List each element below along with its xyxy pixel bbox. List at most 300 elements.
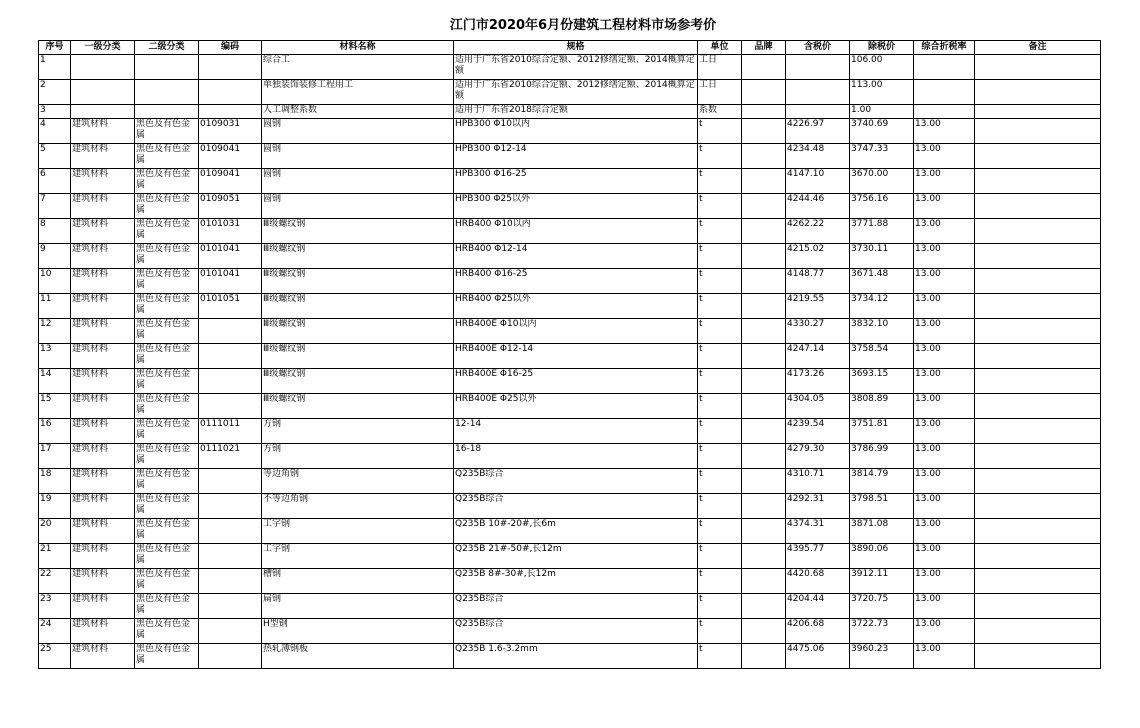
cell-price-tax (786, 105, 850, 119)
cell-spec: Q235B 10#-20#,长6m (454, 519, 698, 544)
cell-unit: t (698, 569, 742, 594)
cell-remark (975, 244, 1101, 269)
cell-seq: 20 (39, 519, 71, 544)
cell-name: Ⅲ级螺纹钢 (262, 319, 454, 344)
cell-price-tax: 4262.22 (786, 219, 850, 244)
cell-remark (975, 194, 1101, 219)
cell-seq: 18 (39, 469, 71, 494)
cell-brand (742, 105, 786, 119)
cell-cat1: 建筑材料 (71, 494, 135, 519)
cell-cat1: 建筑材料 (71, 594, 135, 619)
cell-code (199, 394, 262, 419)
table-row (39, 80, 1101, 105)
cell-brand (742, 344, 786, 369)
cell-code: 0101031 (199, 219, 262, 244)
cell-cat2: 黑色及有色金属 (135, 494, 199, 519)
cell-brand (742, 294, 786, 319)
cell-cat2: 黑色及有色金属 (135, 594, 199, 619)
cell-price-tax: 4279.30 (786, 444, 850, 469)
cell-rate: 13.00 (914, 344, 975, 369)
cell-price-notax: 3814.79 (850, 469, 914, 494)
cell-cat2: 黑色及有色金属 (135, 569, 199, 594)
cell-brand (742, 269, 786, 294)
header-seq: 序号 (39, 41, 71, 55)
cell-cat2 (135, 105, 199, 119)
cell-brand (742, 494, 786, 519)
cell-spec: HRB400 Φ16-25 (454, 269, 698, 294)
cell-price-tax: 4420.68 (786, 569, 850, 594)
table-row (39, 169, 1101, 194)
cell-code (199, 644, 262, 669)
cell-price-notax: 3758.54 (850, 344, 914, 369)
table-row (39, 319, 1101, 344)
cell-code (199, 544, 262, 569)
cell-code (199, 369, 262, 394)
cell-spec: 12-14 (454, 419, 698, 444)
cell-name: Ⅲ级螺纹钢 (262, 244, 454, 269)
cell-spec: Q235B综合 (454, 469, 698, 494)
cell-seq: 9 (39, 244, 71, 269)
cell-unit: t (698, 119, 742, 144)
cell-rate: 13.00 (914, 444, 975, 469)
cell-seq: 23 (39, 594, 71, 619)
cell-brand (742, 644, 786, 669)
cell-cat2: 黑色及有色金属 (135, 394, 199, 419)
cell-price-tax: 4475.06 (786, 644, 850, 669)
cell-seq: 5 (39, 144, 71, 169)
cell-name: 人工调整系数 (262, 105, 454, 119)
cell-unit: 系数 (698, 105, 742, 119)
cell-code (199, 594, 262, 619)
cell-spec: HRB400E Φ25以外 (454, 394, 698, 419)
cell-rate: 13.00 (914, 394, 975, 419)
cell-price-tax: 4292.31 (786, 494, 850, 519)
cell-spec: HPB300 Φ10以内 (454, 119, 698, 144)
cell-rate: 13.00 (914, 169, 975, 194)
cell-unit: t (698, 369, 742, 394)
cell-remark (975, 269, 1101, 294)
cell-name: Ⅲ级螺纹钢 (262, 344, 454, 369)
cell-cat2 (135, 55, 199, 80)
cell-price-tax: 4204.44 (786, 594, 850, 619)
cell-code (199, 319, 262, 344)
cell-unit: t (698, 344, 742, 369)
cell-spec: Q235B综合 (454, 494, 698, 519)
cell-price-notax: 3960.23 (850, 644, 914, 669)
cell-rate: 13.00 (914, 319, 975, 344)
cell-name: 圆钢 (262, 194, 454, 219)
cell-price-tax (786, 80, 850, 105)
cell-seq: 11 (39, 294, 71, 319)
header-cat2: 二级分类 (135, 41, 199, 55)
cell-brand (742, 219, 786, 244)
table-row (39, 144, 1101, 169)
cell-seq: 25 (39, 644, 71, 669)
cell-price-notax: 3747.33 (850, 144, 914, 169)
cell-cat1: 建筑材料 (71, 269, 135, 294)
cell-name: 圆钢 (262, 144, 454, 169)
cell-brand (742, 619, 786, 644)
cell-brand (742, 80, 786, 105)
cell-price-notax: 3670.00 (850, 169, 914, 194)
cell-brand (742, 394, 786, 419)
table-row (39, 444, 1101, 469)
cell-price-notax: 3912.11 (850, 569, 914, 594)
cell-seq: 14 (39, 369, 71, 394)
cell-rate: 13.00 (914, 644, 975, 669)
cell-code (199, 469, 262, 494)
cell-seq: 13 (39, 344, 71, 369)
cell-seq: 6 (39, 169, 71, 194)
cell-cat2: 黑色及有色金属 (135, 619, 199, 644)
cell-cat2: 黑色及有色金属 (135, 344, 199, 369)
cell-seq: 22 (39, 569, 71, 594)
cell-remark (975, 444, 1101, 469)
cell-rate: 13.00 (914, 294, 975, 319)
cell-cat1: 建筑材料 (71, 569, 135, 594)
table-row (39, 469, 1101, 494)
cell-cat1: 建筑材料 (71, 319, 135, 344)
cell-price-tax: 4147.10 (786, 169, 850, 194)
cell-unit: t (698, 469, 742, 494)
cell-unit: t (698, 619, 742, 644)
cell-cat1 (71, 55, 135, 80)
cell-price-tax: 4206.68 (786, 619, 850, 644)
cell-cat1: 建筑材料 (71, 219, 135, 244)
cell-unit: t (698, 194, 742, 219)
table-row (39, 219, 1101, 244)
cell-rate: 13.00 (914, 144, 975, 169)
cell-price-notax: 3808.89 (850, 394, 914, 419)
cell-brand (742, 369, 786, 394)
table-row (39, 55, 1101, 80)
cell-rate (914, 80, 975, 105)
header-remark: 备注 (975, 41, 1101, 55)
cell-remark (975, 294, 1101, 319)
cell-price-notax: 3671.48 (850, 269, 914, 294)
cell-rate: 13.00 (914, 569, 975, 594)
cell-rate (914, 105, 975, 119)
cell-spec: Q235B综合 (454, 619, 698, 644)
cell-name: 工字钢 (262, 519, 454, 544)
cell-cat1: 建筑材料 (71, 244, 135, 269)
cell-name: 等边角钢 (262, 469, 454, 494)
cell-name: Ⅲ级螺纹钢 (262, 369, 454, 394)
cell-seq: 12 (39, 319, 71, 344)
header-cat1: 一级分类 (71, 41, 135, 55)
cell-remark (975, 569, 1101, 594)
cell-price-tax: 4247.14 (786, 344, 850, 369)
cell-unit: t (698, 394, 742, 419)
cell-spec: HRB400 Φ25以外 (454, 294, 698, 319)
cell-cat1: 建筑材料 (71, 619, 135, 644)
cell-cat1: 建筑材料 (71, 644, 135, 669)
cell-brand (742, 519, 786, 544)
cell-price-tax: 4226.97 (786, 119, 850, 144)
cell-cat1 (71, 80, 135, 105)
cell-cat1: 建筑材料 (71, 344, 135, 369)
cell-price-notax: 3720.75 (850, 594, 914, 619)
cell-code: 0101051 (199, 294, 262, 319)
cell-name: 槽钢 (262, 569, 454, 594)
table-row (39, 369, 1101, 394)
cell-spec: HPB300 Φ16-25 (454, 169, 698, 194)
cell-price-notax: 3693.15 (850, 369, 914, 394)
cell-code (199, 619, 262, 644)
cell-name: Ⅲ级螺纹钢 (262, 294, 454, 319)
cell-cat1: 建筑材料 (71, 119, 135, 144)
cell-rate: 13.00 (914, 469, 975, 494)
cell-remark (975, 594, 1101, 619)
header-price-tax: 含税价 (786, 41, 850, 55)
cell-code: 0109051 (199, 194, 262, 219)
cell-spec: HRB400E Φ12-14 (454, 344, 698, 369)
cell-name: Ⅲ级螺纹钢 (262, 269, 454, 294)
cell-unit: t (698, 519, 742, 544)
cell-price-tax: 4395.77 (786, 544, 850, 569)
cell-spec: HRB400E Φ16-25 (454, 369, 698, 394)
cell-rate (914, 55, 975, 80)
cell-code: 0101041 (199, 244, 262, 269)
cell-name: 单独装饰装修工程用工 (262, 80, 454, 105)
table-row (39, 344, 1101, 369)
cell-cat1: 建筑材料 (71, 469, 135, 494)
header-name: 材料名称 (262, 41, 454, 55)
cell-unit: t (698, 444, 742, 469)
cell-code: 0109041 (199, 144, 262, 169)
cell-rate: 13.00 (914, 494, 975, 519)
cell-rate: 13.00 (914, 119, 975, 144)
table-row (39, 519, 1101, 544)
header-code: 编码 (199, 41, 262, 55)
cell-code (199, 519, 262, 544)
cell-unit: t (698, 419, 742, 444)
cell-spec: HRB400 Φ12-14 (454, 244, 698, 269)
cell-spec: Q235B 1.6-3.2mm (454, 644, 698, 669)
cell-spec: HPB300 Φ25以外 (454, 194, 698, 219)
cell-rate: 13.00 (914, 519, 975, 544)
cell-spec: 适用于广东省2010综合定额、2012修缮定额、2014概算定额 (454, 55, 698, 80)
cell-cat2: 黑色及有色金属 (135, 319, 199, 344)
cell-unit: t (698, 144, 742, 169)
cell-brand (742, 119, 786, 144)
cell-rate: 13.00 (914, 219, 975, 244)
cell-brand (742, 194, 786, 219)
table-row (39, 194, 1101, 219)
cell-brand (742, 569, 786, 594)
cell-cat2: 黑色及有色金属 (135, 194, 199, 219)
cell-name: 圆钢 (262, 119, 454, 144)
cell-cat1: 建筑材料 (71, 194, 135, 219)
cell-brand (742, 55, 786, 80)
cell-unit: t (698, 494, 742, 519)
cell-seq: 10 (39, 269, 71, 294)
cell-price-tax (786, 55, 850, 80)
table-row (39, 419, 1101, 444)
cell-remark (975, 105, 1101, 119)
cell-remark (975, 169, 1101, 194)
cell-cat2: 黑色及有色金属 (135, 419, 199, 444)
cell-unit: t (698, 244, 742, 269)
cell-cat1: 建筑材料 (71, 169, 135, 194)
cell-remark (975, 519, 1101, 544)
cell-remark (975, 219, 1101, 244)
cell-seq: 7 (39, 194, 71, 219)
cell-name: 圆钢 (262, 169, 454, 194)
cell-name: Ⅲ级螺纹钢 (262, 394, 454, 419)
cell-spec: Q235B 21#-50#,长12m (454, 544, 698, 569)
cell-code (199, 55, 262, 80)
cell-cat2: 黑色及有色金属 (135, 144, 199, 169)
table-row (39, 119, 1101, 144)
cell-code: 0109031 (199, 119, 262, 144)
cell-spec: HPB300 Φ12-14 (454, 144, 698, 169)
cell-unit: t (698, 544, 742, 569)
cell-price-tax: 4234.48 (786, 144, 850, 169)
cell-seq: 19 (39, 494, 71, 519)
cell-price-tax: 4173.26 (786, 369, 850, 394)
cell-price-notax: 3756.16 (850, 194, 914, 219)
cell-remark (975, 80, 1101, 105)
cell-name: 方钢 (262, 444, 454, 469)
cell-price-tax: 4215.02 (786, 244, 850, 269)
cell-unit: t (698, 294, 742, 319)
cell-price-notax: 3786.99 (850, 444, 914, 469)
cell-price-tax: 4330.27 (786, 319, 850, 344)
cell-price-notax: 1.00 (850, 105, 914, 119)
cell-remark (975, 644, 1101, 669)
cell-price-tax: 4374.31 (786, 519, 850, 544)
cell-cat2: 黑色及有色金属 (135, 644, 199, 669)
cell-remark (975, 544, 1101, 569)
table-row (39, 105, 1101, 119)
cell-code: 0109041 (199, 169, 262, 194)
cell-cat1: 建筑材料 (71, 419, 135, 444)
cell-remark (975, 55, 1101, 80)
cell-cat1: 建筑材料 (71, 369, 135, 394)
cell-seq: 21 (39, 544, 71, 569)
cell-seq: 1 (39, 55, 71, 80)
cell-seq: 17 (39, 444, 71, 469)
cell-code: 0111011 (199, 419, 262, 444)
cell-price-notax: 3740.69 (850, 119, 914, 144)
cell-remark (975, 344, 1101, 369)
cell-seq: 3 (39, 105, 71, 119)
cell-seq: 15 (39, 394, 71, 419)
cell-cat2: 黑色及有色金属 (135, 544, 199, 569)
cell-unit: t (698, 319, 742, 344)
cell-remark (975, 319, 1101, 344)
table-row (39, 569, 1101, 594)
cell-price-tax: 4304.05 (786, 394, 850, 419)
cell-price-notax: 113.00 (850, 80, 914, 105)
cell-seq: 8 (39, 219, 71, 244)
cell-code (199, 80, 262, 105)
cell-unit: 工日 (698, 80, 742, 105)
cell-price-tax: 4148.77 (786, 269, 850, 294)
cell-cat2: 黑色及有色金属 (135, 244, 199, 269)
cell-unit: 工日 (698, 55, 742, 80)
cell-spec: HRB400E Φ10以内 (454, 319, 698, 344)
cell-price-notax: 3734.12 (850, 294, 914, 319)
cell-cat1: 建筑材料 (71, 519, 135, 544)
cell-name: 综合工 (262, 55, 454, 80)
cell-price-tax: 4219.55 (786, 294, 850, 319)
cell-price-notax: 3890.06 (850, 544, 914, 569)
cell-name: H型钢 (262, 619, 454, 644)
cell-price-notax: 3771.88 (850, 219, 914, 244)
price-table (38, 40, 1101, 669)
cell-seq: 24 (39, 619, 71, 644)
cell-brand (742, 144, 786, 169)
cell-cat2: 黑色及有色金属 (135, 294, 199, 319)
table-row (39, 294, 1101, 319)
cell-rate: 13.00 (914, 194, 975, 219)
table-row (39, 594, 1101, 619)
table-row (39, 619, 1101, 644)
cell-rate: 13.00 (914, 244, 975, 269)
cell-brand (742, 319, 786, 344)
cell-unit: t (698, 644, 742, 669)
cell-seq: 16 (39, 419, 71, 444)
cell-spec: 16-18 (454, 444, 698, 469)
table-row (39, 494, 1101, 519)
cell-remark (975, 419, 1101, 444)
cell-remark (975, 394, 1101, 419)
cell-unit: t (698, 594, 742, 619)
cell-cat2: 黑色及有色金属 (135, 269, 199, 294)
table-body (39, 55, 1101, 669)
cell-brand (742, 469, 786, 494)
cell-brand (742, 544, 786, 569)
cell-spec: Q235B综合 (454, 594, 698, 619)
cell-cat2: 黑色及有色金属 (135, 119, 199, 144)
header-row (39, 41, 1101, 55)
cell-name: Ⅲ级螺纹钢 (262, 219, 454, 244)
cell-seq: 4 (39, 119, 71, 144)
cell-rate: 13.00 (914, 544, 975, 569)
cell-code (199, 344, 262, 369)
cell-price-notax: 3730.11 (850, 244, 914, 269)
cell-price-notax: 106.00 (850, 55, 914, 80)
cell-rate: 13.00 (914, 419, 975, 444)
cell-cat1: 建筑材料 (71, 394, 135, 419)
cell-cat1: 建筑材料 (71, 144, 135, 169)
header-brand: 品牌 (742, 41, 786, 55)
cell-cat2 (135, 80, 199, 105)
table-row (39, 644, 1101, 669)
cell-brand (742, 444, 786, 469)
cell-rate: 13.00 (914, 594, 975, 619)
cell-spec: 适用于广东省2018综合定额 (454, 105, 698, 119)
cell-rate: 13.00 (914, 369, 975, 394)
table-row (39, 394, 1101, 419)
cell-spec: Q235B 8#-30#,长12m (454, 569, 698, 594)
cell-unit: t (698, 219, 742, 244)
cell-price-tax: 4239.54 (786, 419, 850, 444)
cell-name: 方钢 (262, 419, 454, 444)
cell-rate: 13.00 (914, 619, 975, 644)
cell-code: 0111021 (199, 444, 262, 469)
cell-name: 不等边角钢 (262, 494, 454, 519)
cell-code (199, 105, 262, 119)
cell-price-tax: 4244.46 (786, 194, 850, 219)
cell-code (199, 569, 262, 594)
cell-name: 扁钢 (262, 594, 454, 619)
header-unit: 单位 (698, 41, 742, 55)
header-spec: 规格 (454, 41, 698, 55)
cell-cat2: 黑色及有色金属 (135, 219, 199, 244)
